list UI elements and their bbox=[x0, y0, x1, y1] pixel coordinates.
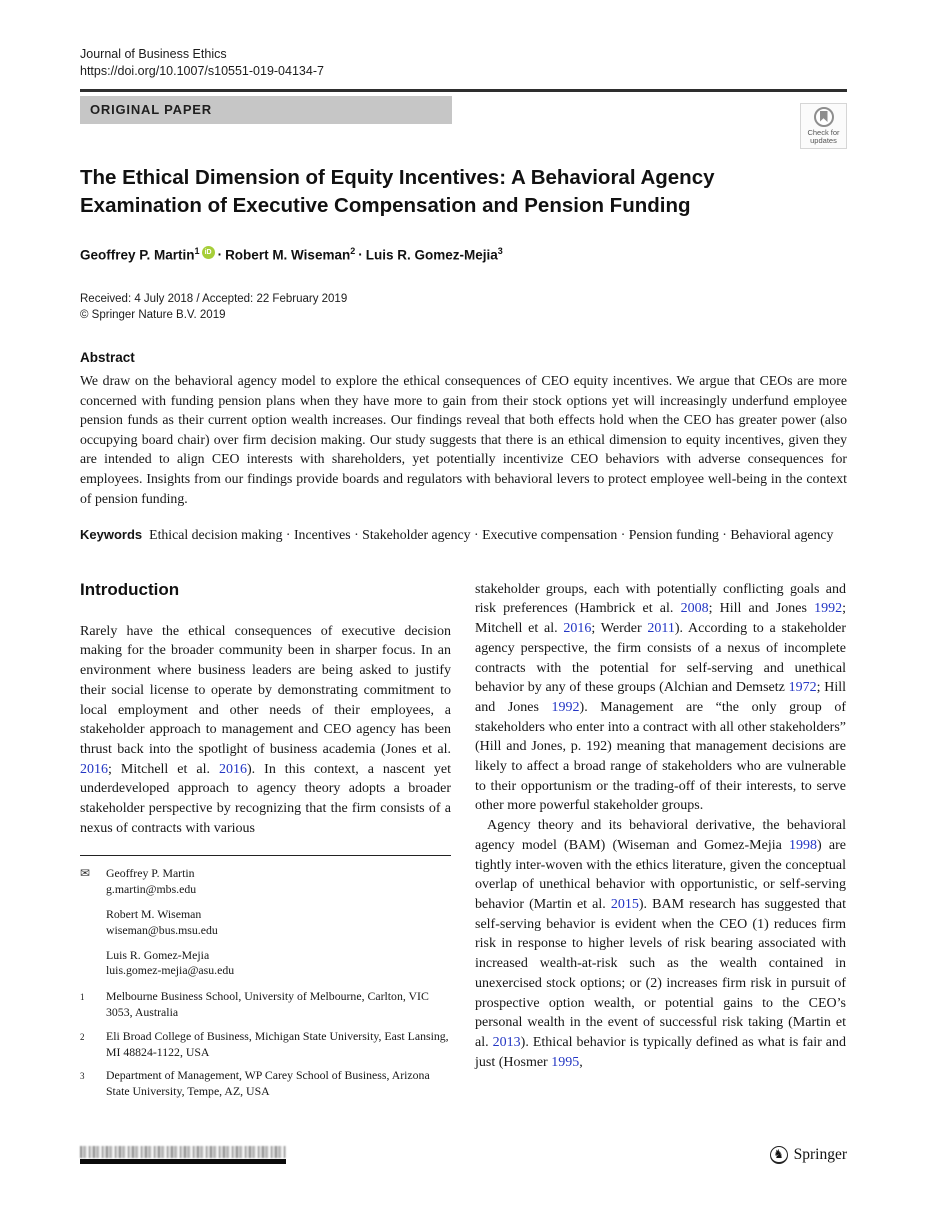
author-separator: · bbox=[358, 247, 363, 262]
body-columns bbox=[80, 580, 847, 1108]
affiliation-number: 3 bbox=[80, 1071, 85, 1082]
citation-link[interactable]: 2016 bbox=[563, 621, 592, 637]
springer-wordmark: Springer bbox=[793, 1146, 847, 1163]
affiliation-entry bbox=[80, 1029, 451, 1061]
fn-indent bbox=[80, 907, 106, 939]
springer-horse-icon: ♞ bbox=[770, 1146, 788, 1164]
right-column bbox=[475, 580, 846, 1108]
page-footer bbox=[80, 1144, 847, 1184]
affiliation-number: 2 bbox=[80, 1031, 85, 1042]
citation-link[interactable]: 1998 bbox=[789, 837, 818, 853]
abstract-heading: Abstract bbox=[80, 350, 135, 365]
check-for-updates-badge[interactable] bbox=[800, 103, 847, 149]
affiliation-entry bbox=[80, 989, 451, 1021]
correspondent-name: Geoffrey P. Martin bbox=[106, 866, 195, 881]
section-heading-introduction: Introduction bbox=[80, 579, 180, 599]
affiliation-entry bbox=[80, 1068, 451, 1100]
dates-block bbox=[80, 291, 847, 323]
citation-link[interactable]: 1992 bbox=[814, 601, 843, 617]
body-paragraph: stakeholder groups, each with potentially conflicting goals and risk preferences (Hambrick et al. 2008; Hill and Jones 1992; Mitchell et al. 2016; Werder 2011). According to a stakeholder agency perspective, the firm consists of a nexus of incomplete contracts with the potential for self-serving and unethical behavior by any of these groups (Alchian and Demsetz 1972; Hill and Jones 1992). Management are “the only group of stakeholders who enter into a contract with all other stakeholders” (Hill and Jones, p. 192) meaning that management decisions are likely to affect a broad range of stakeholders who are vulnerable to their opportunism or the trading-off of their interests, to serve other more powerful stakeholder groups. bbox=[475, 581, 847, 814]
author-name: Robert M. Wiseman bbox=[225, 247, 351, 262]
check-for-updates-label: Check for updates bbox=[807, 127, 840, 145]
keywords-list: Ethical decision making · Incentives · Stakeholder agency · Executive compensation · Pension funding · Behavioral agency bbox=[149, 527, 834, 543]
affiliation-number: 1 bbox=[80, 992, 85, 1003]
bookmark-icon bbox=[814, 107, 834, 127]
citation-link[interactable]: 1992 bbox=[551, 699, 580, 715]
article-type-label: ORIGINAL PAPER bbox=[90, 102, 212, 117]
print-marks-strip bbox=[80, 1146, 286, 1158]
keywords-block bbox=[80, 525, 847, 545]
author-line bbox=[80, 246, 847, 263]
left-column bbox=[80, 580, 451, 1108]
abstract-text: We draw on the behavioral agency model to explore the ethical consequences of CEO equity incentives. We argue that CEOs are more concerned with funding pension plans when they have more to gain from their stock options yet will increasingly underfund employee pension funds as their current option wealth increases. Our findings reveal that both effects hold when the CEO has greater power (also occupying board chair) over firm decision making. Our study suggests that there is an ethical dimension to equity incentives, given they are intended to align CEO interests with shareholders, yet potentially incentivize CEO behaviors with adverse consequences for employees. Insights from our findings provide boards and regulators with behavioral levers to protect employee well-being in the context of pension funding. bbox=[80, 373, 847, 506]
article-type-banner bbox=[80, 96, 452, 124]
citation-link[interactable]: 2011 bbox=[647, 621, 675, 637]
header-rule bbox=[80, 89, 847, 92]
correspondent-email: g.martin@mbs.edu bbox=[106, 882, 197, 897]
envelope-icon: ✉ bbox=[80, 866, 91, 881]
correspondence-entry bbox=[80, 907, 451, 939]
print-bar bbox=[80, 1159, 286, 1164]
citation-link[interactable]: 2008 bbox=[680, 601, 709, 617]
citation-link[interactable]: 1972 bbox=[788, 680, 817, 696]
correspondence-entry bbox=[80, 948, 451, 980]
affiliation-text: Eli Broad College of Business, Michigan State University, East Lansing, MI 48824-1122, USA bbox=[106, 1028, 449, 1059]
correspondent-name: Robert M. Wiseman bbox=[106, 907, 202, 922]
affiliation-text: Melbourne Business School, University of Melbourne, Carlton, VIC 3053, Australia bbox=[106, 989, 429, 1020]
affiliations-block bbox=[80, 989, 451, 1100]
citation-link[interactable]: 2016 bbox=[219, 761, 247, 777]
journal-name: Journal of Business Ethics bbox=[80, 47, 227, 61]
correspondent-email: wiseman@bus.msu.edu bbox=[106, 922, 218, 937]
springer-logo bbox=[770, 1146, 847, 1164]
author-affiliation-sup: 2 bbox=[350, 245, 356, 256]
citation-link[interactable]: 2013 bbox=[492, 1034, 521, 1050]
affiliation-text: Department of Management, WP Carey School of Business, Arizona State University, Tempe, AZ, USA bbox=[106, 1068, 430, 1099]
body-paragraph: Agency theory and its behavioral derivative, the behavioral agency model (BAM) (Wiseman and Gomez-Mejia 1998) are tightly inter-woven with the ethics literature, given the conceptual overlap of unethical behavior with opportunistic, or self-serving behavior (Martin et al. 2015). BAM research has suggested that self-serving behavior is evident when the CEO (1) reduces firm risk in response to higher levels of risk bearing associated with increased wealth-at-risk such as the wealth contained in unexercised stock options; or (2) increases firm risk in pursuit of prospective option wealth, or potential gains to the CEO’s personal wealth in the event of successful risk taking (Martin et al. 2013). Ethical behavior is typically defined as what is fair and just (Hosmer 1995, bbox=[475, 818, 847, 1070]
footnote-rule bbox=[80, 855, 451, 856]
citation-link[interactable]: 2016 bbox=[80, 761, 108, 777]
copyright-line: © Springer Nature B.V. 2019 bbox=[80, 309, 226, 321]
author-name: Luis R. Gomez-Mejia bbox=[365, 247, 498, 262]
author-separator: · bbox=[217, 247, 223, 262]
correspondent-email: luis.gomez-mejia@asu.edu bbox=[106, 963, 235, 978]
author-affiliation-sup: 3 bbox=[497, 245, 503, 256]
doi-link: https://doi.org/10.1007/s10551-019-04134-7 bbox=[80, 64, 324, 78]
correspondence-entry bbox=[80, 866, 451, 898]
intro-paragraph: Rarely have the ethical consequences of executive decision making for the broader community been in sharper focus. In an environment where business leaders are being asked to justify their social license to operate by demonstrating commitment to local employment and other needs of their employees, a stakeholder approach to management and CEO agency has been thrust back into the spotlight of business academia (Jones et al. 2016; Mitchell et al. 2016). In this context, a nascent yet underdeveloped approach to agency theory adopts a broader stakeholder perspective by recognizing that the firm consists of a nexus of contracts with various bbox=[80, 623, 451, 836]
fn-indent bbox=[80, 948, 106, 980]
correspondence-block bbox=[80, 866, 451, 979]
received-accepted: Received: 4 July 2018 / Accepted: 22 February 2019 bbox=[80, 293, 348, 305]
keywords-label: Keywords bbox=[80, 527, 143, 543]
orcid-icon[interactable]: iD bbox=[202, 246, 215, 259]
citation-link[interactable]: 1995 bbox=[551, 1054, 580, 1070]
page-title: The Ethical Dimension of Equity Incentives: A Behavioral Agency Examination of Executive Compensation and Pension Funding bbox=[80, 165, 715, 217]
author-name: Geoffrey P. Martin bbox=[80, 247, 195, 262]
author-affiliation-sup: 1 bbox=[194, 245, 200, 256]
correspondent-name: Luis R. Gomez-Mejia bbox=[106, 947, 210, 962]
citation-link[interactable]: 2015 bbox=[610, 897, 639, 912]
